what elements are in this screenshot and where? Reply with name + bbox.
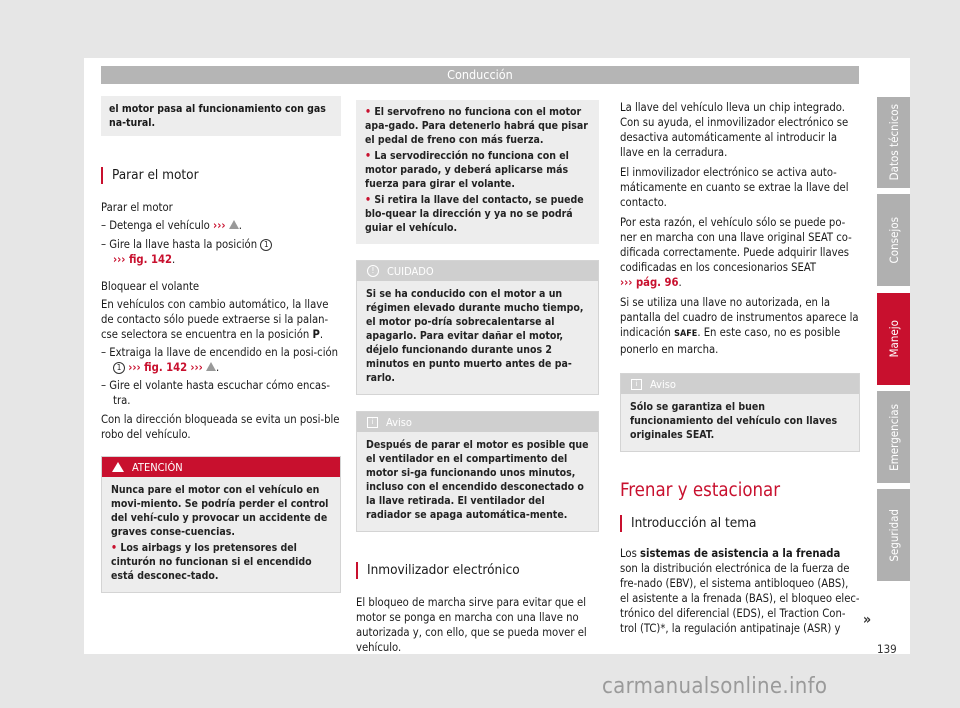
step: – Extraiga la llave de encendido en la posi-ción 1 ››› fig. 142 ››› . <box>101 346 339 374</box>
atencion-box <box>101 456 341 593</box>
cuidado-box <box>356 260 599 395</box>
column-2 <box>356 100 599 655</box>
subheading: Bloquear el volante <box>101 280 200 293</box>
intro-note: el motor pasa al funcionamiento con gas na-tural. <box>101 96 341 136</box>
ref-circle: 1 <box>113 362 125 374</box>
paragraph: La llave del vehículo lleva un chip integrado. Con su ayuda, el inmovilizador electrónico se desactiva automáticamente al introducir la llave en la cerradura. <box>620 101 849 159</box>
info-icon: i <box>367 417 378 428</box>
tab-emergencias[interactable]: Emergencias <box>877 391 910 483</box>
aviso-body: Sólo se garantiza el buen funcionamiento del vehículo con llaves originales SEAT. <box>621 394 859 451</box>
info-icon: i <box>631 379 642 390</box>
cuidado-header: ! CUIDADO <box>357 261 598 281</box>
section-bar <box>101 167 103 184</box>
aviso-box <box>620 373 860 452</box>
page-number: 139 <box>877 642 897 656</box>
step-text: Detenga el vehículo <box>109 219 210 232</box>
paragraph: Los sistemas de asistencia a la frenada son la distribución electrónica de la fuerza de fre-nado (EBV), el sistema antibloqueo (ABS), el asistente a la frenada (BAS), el bloqueo elec-trónico del diferencial (EDS), el Traction Con-trol (TC)*, la regulación antipatinaje (ASR) y <box>620 547 860 635</box>
step: – Gire la llave hasta la posición 1 ››› fig. 142. <box>101 237 341 267</box>
chapter-header: Conducción <box>101 66 859 84</box>
section-title: Introducción al tema <box>631 515 757 531</box>
tab-manejo[interactable]: Manejo <box>877 293 910 385</box>
warning-icon <box>206 362 216 371</box>
paragraph: Si se utiliza una llave no autorizada, en la pantalla del cuadro de instrumentos aparece la indicación SAFE. En este caso, no es posible ponerlo en marcha. <box>620 296 859 356</box>
section-title: Parar el motor <box>112 167 199 183</box>
aviso-body: Después de parar el motor es posible que el ventilador en el compartimento del motor si-ga funcionando unos minutos, incluso con el encendido desconectado o la llave retirada. El ventilador del radiador se apaga automática-mente. <box>357 432 598 531</box>
section-title: Inmovilizador electrónico <box>367 562 520 578</box>
section-heading <box>356 562 599 579</box>
paragraph: Con la dirección bloqueada se evita un posi-ble robo del vehículo. <box>101 413 340 441</box>
atencion-body: Nunca pare el motor con el vehículo en movi-miento. Se podría perder el control del vehí-culo y provocar un accidente de graves conse-cuencias. • Los airbags y los pretensores del cinturón no funcionan si el encendido está desconec-tado. <box>102 477 340 592</box>
aviso-box <box>356 411 599 532</box>
tab-seguridad[interactable]: Seguridad <box>877 489 910 581</box>
fig-link[interactable]: ››› fig. 142 <box>128 361 188 374</box>
section-heading <box>620 515 860 532</box>
aviso-header: i Aviso <box>621 374 859 394</box>
step: – Gire el volante hasta escuchar cómo encas-tra. <box>101 379 330 407</box>
step-text: Gire la llave hasta la posición <box>109 238 258 251</box>
arrows-link[interactable]: ››› <box>190 361 203 374</box>
tab-datos-tecnicos[interactable]: Datos técnicos <box>877 97 910 188</box>
continue-arrow: » <box>863 612 872 628</box>
section-bar <box>356 562 358 579</box>
chapter-title: Frenar y estacionar <box>620 480 781 501</box>
subheading: Parar el motor <box>101 201 173 214</box>
column-1 <box>101 96 341 593</box>
warning-triangle-icon <box>112 462 124 472</box>
step: – Detenga el vehículo ››› . <box>101 219 242 232</box>
fig-link[interactable]: ››› fig. 142 <box>113 253 172 266</box>
paragraph: En vehículos con cambio automático, la llave de contacto sólo puede extraerse si la palan-cse selectora se encuentra en la posición P. <box>101 298 329 341</box>
caution-icon: ! <box>367 265 379 277</box>
arrows-link[interactable]: ››› <box>213 219 226 232</box>
warning-icon <box>229 220 239 229</box>
atencion-continued: • El servofreno no funciona con el motor apa-gado. Para detenerlo habrá que pisar el pedal de freno con más fuerza. • La servodirección no funciona con el motor parado, y deberá aplicarse más fuerza para girar el volante. • Si retira la llave del contacto, se puede blo-quear la dirección y ya no se podrá guiar el vehículo. <box>356 100 599 244</box>
tab-consejos[interactable]: Consejos <box>877 194 910 286</box>
column-3 <box>620 100 860 636</box>
paragraph: El bloqueo de marcha sirve para evitar que el motor se ponga en marcha con una llave no autorizada y, con ello, que se pueda mover el vehículo. <box>356 596 587 654</box>
ref-circle: 1 <box>260 239 272 251</box>
page-link[interactable]: ››› pág. 96 <box>620 276 679 289</box>
section-bar <box>620 515 622 532</box>
aviso-header: i Aviso <box>357 412 598 432</box>
paragraph: El inmovilizador electrónico se activa auto-máticamente en cuanto se extrae la llave del contacto. <box>620 166 849 209</box>
watermark: carmanualsonline.info <box>602 674 828 699</box>
safe-indicator: SAFE <box>674 329 698 339</box>
paragraph: Por esta razón, el vehículo sólo se puede po-ner en marcha con una llave original SEAT co-dificada correctamente. Puede adquirir llaves codificadas en los concesionarios SEAT ››› pág. 96. <box>620 216 852 289</box>
cuidado-body: Si se ha conducido con el motor a un régimen elevado durante mucho tiempo, el motor po-dría sobrecalentarse al apagarlo. Para evitar dañar el motor, déjelo funcionando durante unos 2 minutos en punto muerto antes de pa-rarlo. <box>357 281 598 394</box>
atencion-header: ATENCIÓN <box>102 457 340 477</box>
section-heading <box>101 167 341 184</box>
